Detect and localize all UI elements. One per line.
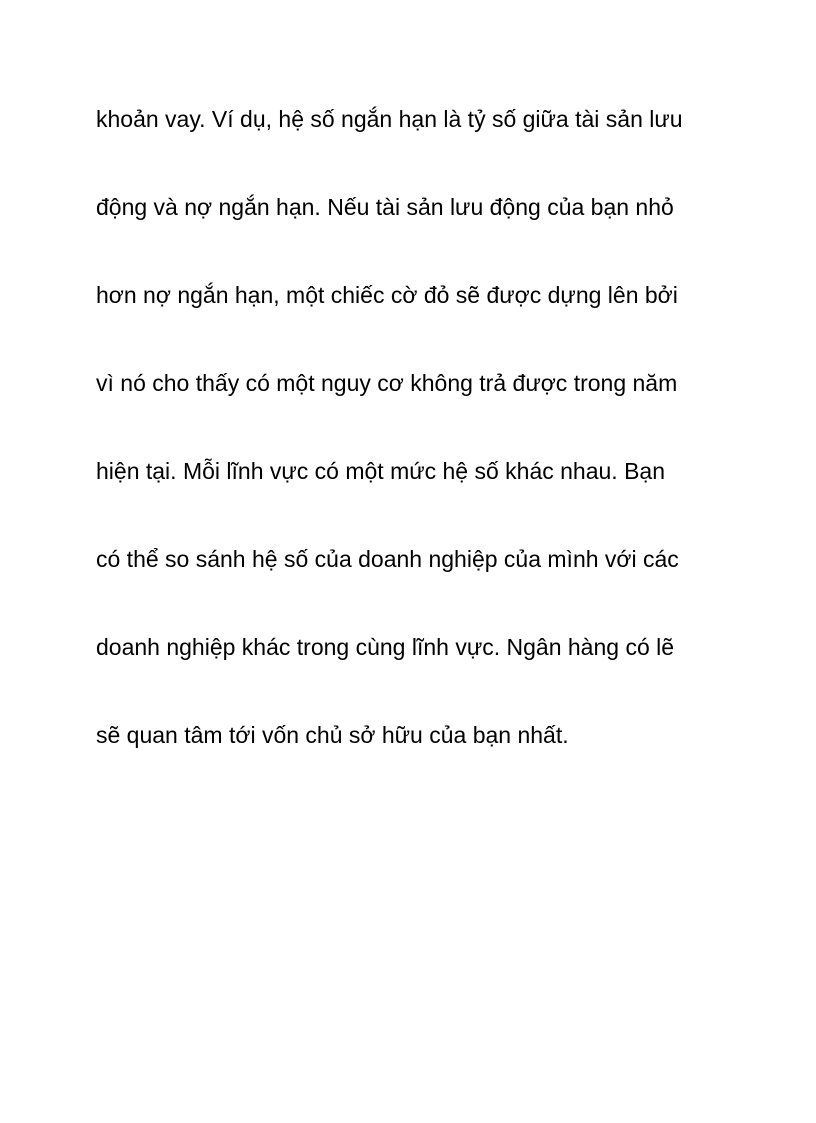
text-line: khoản vay. Ví dụ, hệ số ngắn hạn là tỷ số giữa tài sản lưu xyxy=(96,106,683,132)
text-line: hiện tại. Mỗi lĩnh vực có một mức hệ số khác nhau. Bạn xyxy=(96,458,666,484)
text-line: vì nó cho thấy có một nguy cơ không trả được trong năm xyxy=(96,370,678,396)
text-line: có thể so sánh hệ số của doanh nghiệp của mình với các xyxy=(96,546,679,572)
body-paragraph xyxy=(96,96,736,800)
text-line: hơn nợ ngắn hạn, một chiếc cờ đỏ sẽ được dựng lên bởi xyxy=(96,282,678,308)
text-line: doanh nghiệp khác trong cùng lĩnh vực. Ngân hàng có lẽ xyxy=(96,634,675,660)
text-line: động và nợ ngắn hạn. Nếu tài sản lưu động của bạn nhỏ xyxy=(96,194,674,220)
text-line: sẽ quan tâm tới vốn chủ sở hữu của bạn nhất. xyxy=(96,722,569,748)
